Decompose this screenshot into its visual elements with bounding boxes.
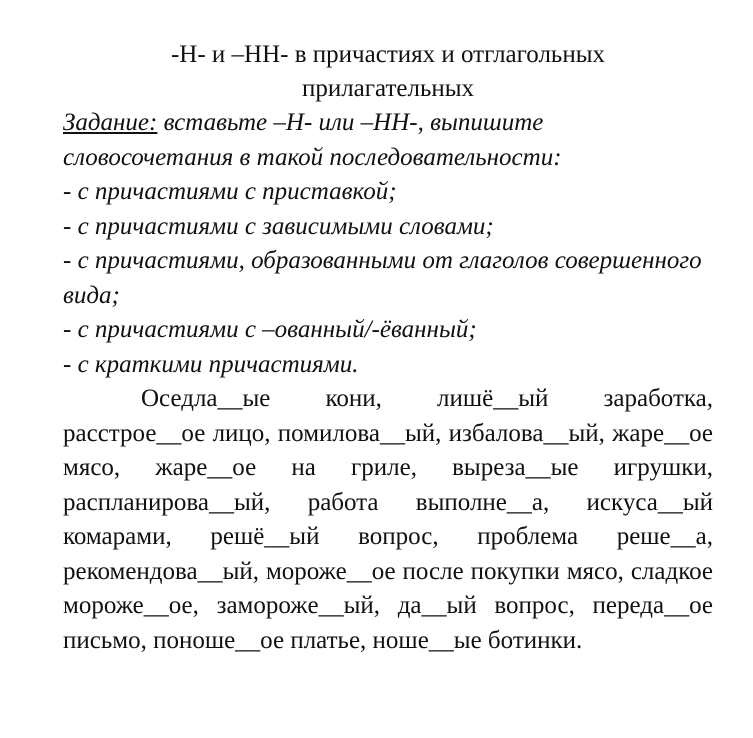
task-label: Задание: (63, 109, 158, 136)
page-title (63, 38, 713, 106)
bullet-item-3: - с причастиями, образованными от глаголов совершенного вида; (63, 247, 702, 309)
bullet-item-4: - с причастиями с –ованный/-ёванный; (63, 316, 477, 343)
bullet-item-5: - с краткими причастиями. (63, 350, 359, 378)
title-line-1: -Н- и –НН- в причастиях и отглагольных (170, 41, 606, 68)
task-paragraph (63, 106, 713, 175)
task-text: вставьте –Н- или –НН-, выпишите словосочетания в такой последовательности: (63, 109, 562, 171)
bullet-item-1: - с причастиями с приставкой; (63, 178, 397, 205)
document-page (63, 38, 713, 658)
bullet-item-2: - с причастиями с зависимыми словами; (63, 212, 494, 240)
title-line-2: прилагательных (301, 75, 475, 102)
exercise-text: Оседла__ые кони, лишё__ый заработка, расстрое__ое лицо, помилова__ый, избалова__ый, жаре__ое мясо, жаре__ое на гриле, выреза__ые игрушки, распланирова__ый, работа выполне__а, искуса__ый комарами, решё__ый вопрос, проблема реше__а, рекомендова__ый, мороже__ое после покупки мясо, сладкое мороже__ое, заморожe__ый, да__ый вопрос, переда__ое письмо, поноше__ое платье, ноше__ые ботинки. (63, 385, 713, 654)
